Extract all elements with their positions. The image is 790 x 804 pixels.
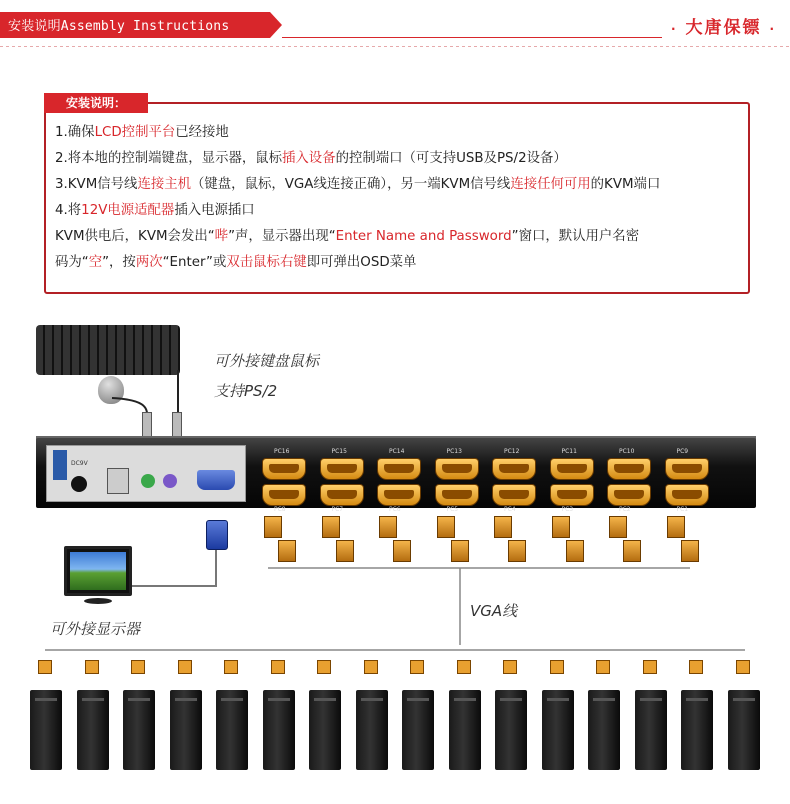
computer-tower-image (263, 690, 295, 770)
instruction-line (55, 250, 745, 276)
computer-tower-image (728, 690, 760, 770)
vga-port-icon (550, 458, 594, 480)
usb-plug-icon (142, 412, 152, 438)
instruction-segment: 即可弹出OSD菜单 (306, 255, 417, 270)
vga-port-icon (550, 484, 594, 506)
instruction-segment: （键盘，鼠标，VGA线连接正确），另一端KVM信号线 (191, 177, 511, 192)
instruction-segment: KVM供电后，KVM会发出“ (55, 229, 215, 244)
vga-cable-plug-icon (278, 540, 296, 562)
vga-port-icon (435, 458, 479, 480)
vga-port-icon (607, 484, 651, 506)
usb-plug-icon (172, 412, 182, 438)
vga-cable-plug-icon (566, 540, 584, 562)
power-jack-icon (71, 476, 87, 492)
brand-text: 大唐保镖 (685, 18, 762, 38)
instruction-highlight: 连接主机 (137, 177, 192, 192)
instruction-segment: 3.KVM信号线 (55, 177, 138, 192)
port-label: PC7 (331, 506, 344, 513)
computer-tower-image (30, 690, 62, 770)
computer-vga-plug-icon (178, 660, 192, 674)
computer-tower-image (309, 690, 341, 770)
computer-tower-image (542, 690, 574, 770)
vga-port-icon (377, 458, 421, 480)
instruction-line (55, 198, 745, 224)
header-title: 安装说明Assembly Instructions (8, 19, 230, 34)
instruction-highlight: Enter Name and Password (335, 229, 512, 244)
computer-tower-image (449, 690, 481, 770)
vga-cable-plug-icon (336, 540, 354, 562)
port-label: PC4 (504, 506, 516, 513)
instruction-segment: 已经接地 (175, 125, 229, 140)
computer-vga-plug-icon (364, 660, 378, 674)
vga-out-port-icon (197, 470, 235, 490)
instruction-segment: 插入电源插口 (174, 203, 255, 218)
computer-vga-plug-icon (550, 660, 564, 674)
computer-tower-image (216, 690, 248, 770)
computer-vga-plug-icon (38, 660, 52, 674)
page-header (0, 0, 790, 46)
computer-vga-plug-icon (85, 660, 99, 674)
instruction-segment: 2.将本地的控制端键盘，显示器，鼠标 (55, 151, 283, 166)
vga-cable-plug-icon (322, 516, 340, 538)
computer-tower-image (402, 690, 434, 770)
computer-tower-image (635, 690, 667, 770)
computer-vga-plug-icon (643, 660, 657, 674)
port-label: PC6 (389, 506, 401, 513)
vga-port-icon (665, 458, 709, 480)
vga-cable-plug-icon (437, 516, 455, 538)
port-label: PC14 (389, 448, 405, 455)
vga-cable-plug-icon (379, 516, 397, 538)
port-label: PC10 (619, 448, 635, 455)
computer-vga-plug-icon (503, 660, 517, 674)
instruction-segment: “Enter”或 (162, 255, 227, 270)
computer-vga-plug-icon (410, 660, 424, 674)
vga-cable-plug-icon (609, 516, 627, 538)
instruction-line (55, 146, 745, 172)
port-label: PC3 (561, 506, 574, 513)
instruction-tab-label: 安装说明： (44, 93, 148, 113)
instruction-line (55, 224, 745, 250)
computer-tower-image (356, 690, 388, 770)
port-label: PC2 (619, 506, 631, 513)
computer-vga-plug-icon (736, 660, 750, 674)
vga-cable-plug-icon (393, 540, 411, 562)
computer-vga-plug-icon (317, 660, 331, 674)
instruction-line (55, 120, 745, 146)
instruction-highlight: 12V电源适配器 (81, 203, 175, 218)
vga-port-icon (262, 458, 306, 480)
connection-diagram (0, 300, 790, 804)
vga-port-icon (320, 458, 364, 480)
vga-cable-plug-icon (552, 516, 570, 538)
monitor-image (64, 546, 132, 596)
caption-vga-cable: VGA线 (470, 602, 518, 620)
panel-badge-icon (53, 450, 67, 480)
vga-cable-plug-icon (494, 516, 512, 538)
computer-tower-image (170, 690, 202, 770)
caption-external-monitor: 可外接显示器 (50, 620, 141, 638)
instruction-segment: ”，按 (102, 255, 136, 270)
vga-port-icon (262, 484, 306, 506)
caption-ps2-support: 支持PS/2 (214, 382, 278, 400)
vga-cable-plug-icon (667, 516, 685, 538)
computer-vga-plug-icon (689, 660, 703, 674)
port-label: PC15 (331, 448, 347, 455)
brand-dot-left: · (671, 22, 678, 36)
vga-cable-plug-icon (623, 540, 641, 562)
computer-vga-plug-icon (271, 660, 285, 674)
computer-tower-image (77, 690, 109, 770)
vga-cable-plug-icon (508, 540, 526, 562)
power-label: DC9V (71, 460, 88, 467)
port-label: PC12 (504, 448, 520, 455)
monitor-screen (70, 552, 126, 590)
instruction-highlight: 双击鼠标右键 (226, 255, 307, 270)
computer-tower-image (495, 690, 527, 770)
instruction-highlight: 连接任何可用 (510, 177, 591, 192)
header-divider (282, 37, 662, 38)
computer-tower-image (681, 690, 713, 770)
vga-port-icon (665, 484, 709, 506)
header-bar-arrow (270, 12, 282, 38)
instruction-segment: 的KVM端口 (590, 177, 661, 192)
instruction-segment: 的控制端口（可支持USB及PS/2设备） (335, 151, 567, 166)
instruction-highlight: 哔 (214, 229, 229, 244)
port-label: PC16 (274, 448, 290, 455)
instruction-line (55, 172, 745, 198)
instruction-segment: 1.确保 (55, 125, 95, 140)
instruction-segment: ”声，显示器出现“ (228, 229, 336, 244)
instruction-highlight: 空 (88, 255, 103, 270)
instruction-highlight: 插入设备 (282, 151, 336, 166)
caption-keyboard-mouse: 可外接键盘鼠标 (214, 352, 320, 370)
computer-vga-plug-icon (457, 660, 471, 674)
port-label: PC8 (274, 506, 286, 513)
instruction-segment: ”窗口，默认用户名密 (511, 229, 640, 244)
port-label: PC9 (676, 448, 689, 455)
vga-cable-plug-icon (451, 540, 469, 562)
vga-port-icon (377, 484, 421, 506)
header-dashed-rule (0, 46, 790, 47)
computer-vga-plug-icon (596, 660, 610, 674)
instruction-highlight: LCD控制平台 (94, 125, 176, 140)
ps2-mouse-port-icon (141, 474, 155, 488)
port-label: PC13 (446, 448, 462, 455)
computer-vga-plug-icon (131, 660, 145, 674)
port-label: PC1 (676, 506, 689, 513)
computer-tower-image (123, 690, 155, 770)
vga-port-icon (492, 484, 536, 506)
port-label: PC5 (446, 506, 459, 513)
brand-name (671, 13, 776, 38)
vga-port-icon (492, 458, 536, 480)
vga-plug-icon (206, 520, 228, 550)
usb-port-icon (107, 468, 129, 494)
brand-dot-right: · (769, 22, 776, 36)
monitor-stand (84, 598, 112, 604)
computer-vga-plug-icon (224, 660, 238, 674)
port-label: PC11 (561, 448, 577, 455)
instruction-segment: 4.将 (55, 203, 82, 218)
instruction-highlight: 两次 (135, 255, 163, 270)
computer-tower-image (588, 690, 620, 770)
ps2-keyboard-port-icon (163, 474, 177, 488)
vga-port-icon (435, 484, 479, 506)
vga-port-icon (607, 458, 651, 480)
vga-cable-plug-icon (264, 516, 282, 538)
kvm-io-panel (46, 445, 246, 502)
instruction-segment: 码为“ (55, 255, 89, 270)
instruction-text (55, 120, 745, 276)
vga-port-icon (320, 484, 364, 506)
vga-cable-plug-icon (681, 540, 699, 562)
